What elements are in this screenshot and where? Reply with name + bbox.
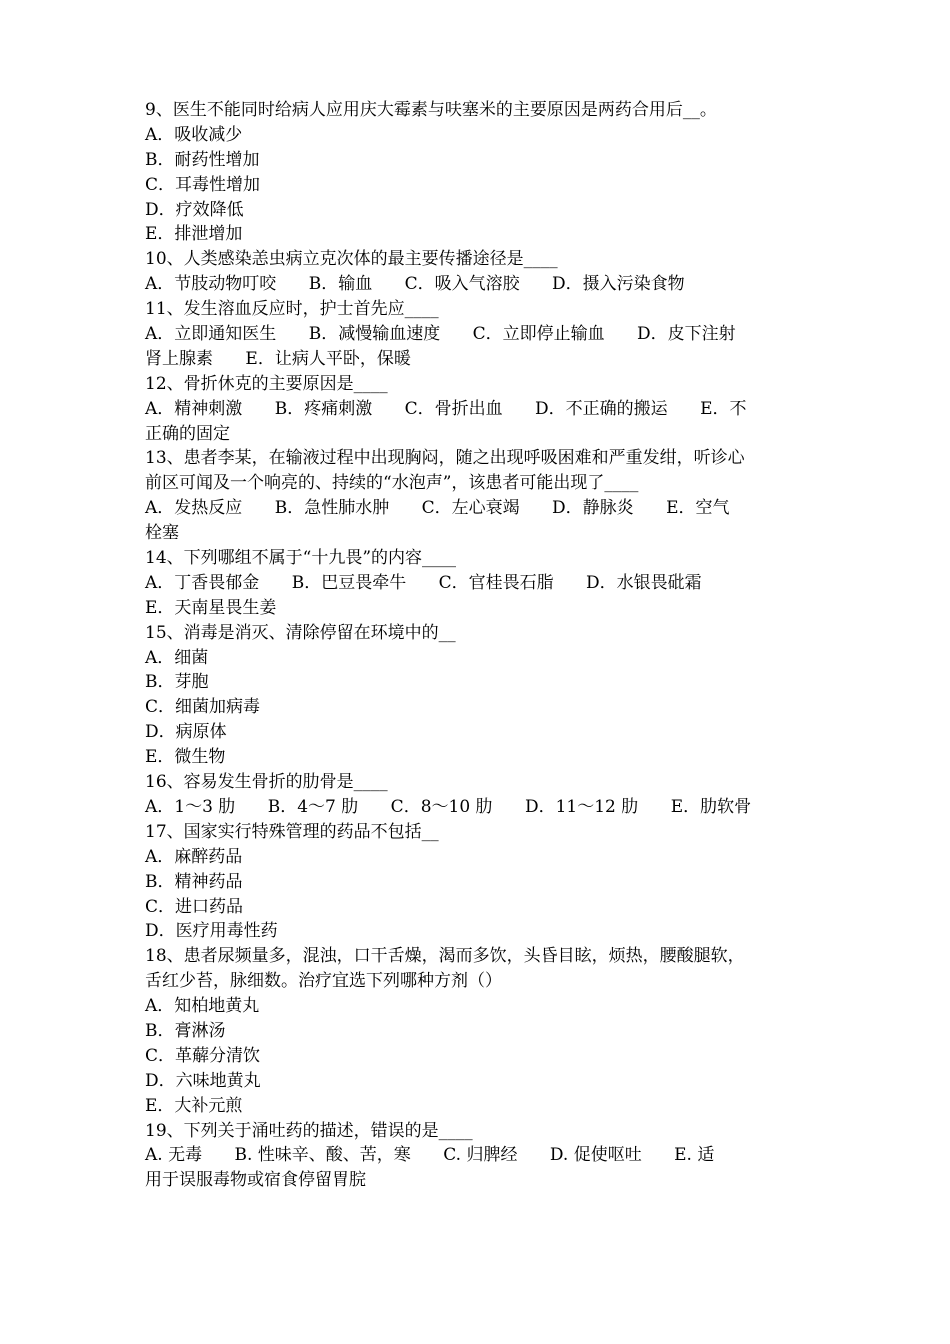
question-12-stem: 12、骨折休克的主要原因是____ xyxy=(145,373,388,394)
question-11-options: A．立即通知医生 B．减慢输血速度 C．立即停止输血 D．皮下注射 xyxy=(145,324,736,345)
question-18-option-a: A．知柏地黄丸 xyxy=(145,996,260,1017)
question-16-stem: 16、容易发生骨折的肋骨是____ xyxy=(145,772,388,793)
question-11-options-continued: 肾上腺素 E．让病人平卧，保暖 xyxy=(145,348,411,369)
question-15-option-a: A．细菌 xyxy=(145,647,209,668)
question-19-options: A. 无毒 B. 性味辛、酸、苦，寒 C. 归脾经 D. 促使呕吐 E. 适 xyxy=(145,1145,715,1166)
question-9-option-b: B．耐药性增加 xyxy=(145,149,260,170)
question-9-option-c: C．耳毒性增加 xyxy=(145,174,261,195)
question-18-stem-continued: 舌红少苔，脉细数。治疗宜选下列哪种方剂（） xyxy=(145,971,502,992)
question-19-stem: 19、下列关于涌吐药的描述，错误的是____ xyxy=(145,1120,473,1141)
question-13-options: A．发热反应 B．急性肺水肿 C．左心衰竭 D．静脉炎 E．空气 xyxy=(145,498,730,519)
question-18-option-e: E．大补元煎 xyxy=(145,1095,243,1116)
question-9-option-a: A．吸收减少 xyxy=(145,124,243,145)
question-15-option-e: E．微生物 xyxy=(145,747,226,768)
question-18-option-c: C．革薢分清饮 xyxy=(145,1045,261,1066)
document-body xyxy=(145,98,817,1193)
question-14-option-e: E．天南星畏生姜 xyxy=(145,597,277,618)
question-13-stem-continued: 前区可闻及一个响亮的、持续的“水泡声”，该患者可能出现了____ xyxy=(145,473,639,494)
question-16-options: A．1～3 肋 B．4～7 肋 C．8～10 肋 D．11～12 肋 E．肋软骨 xyxy=(145,796,752,817)
question-15-option-d: D．病原体 xyxy=(145,722,227,743)
question-14-stem: 14、下列哪组不属于“十九畏”的内容____ xyxy=(145,548,457,569)
question-10-options: A．节肢动物叮咬 B．输血 C．吸入气溶胶 D．摄入污染食物 xyxy=(145,274,685,295)
question-11-stem: 11、发生溶血反应时，护士首先应____ xyxy=(145,299,439,320)
question-14-options: A．丁香畏郁金 B．巴豆畏牵牛 C．官桂畏石脂 D．水银畏砒霜 xyxy=(145,572,702,593)
question-13-options-continued: 栓塞 xyxy=(145,523,179,544)
question-17-option-d: D．医疗用毒性药 xyxy=(145,921,278,942)
question-19-options-continued: 用于误服毒物或宿食停留胃脘 xyxy=(145,1170,366,1191)
question-12-options: A．精神刺激 B．疼痛刺激 C．骨折出血 D．不正确的搬运 E．不 xyxy=(145,398,747,419)
question-9-option-e: E．排泄增加 xyxy=(145,224,243,245)
question-13-stem: 13、患者李某，在输液过程中出现胸闷，随之出现呼吸困难和严重发绀，听诊心 xyxy=(145,448,745,469)
question-9-option-d: D．疗效降低 xyxy=(145,199,244,220)
question-18-stem: 18、患者尿频量多，混浊，口干舌燥，渴而多饮，头昏目眩，烦热，腰酸腿软， xyxy=(145,946,745,967)
question-18-option-d: D．六味地黄丸 xyxy=(145,1070,261,1091)
question-15-option-c: C．细菌加病毒 xyxy=(145,697,261,718)
question-17-stem: 17、国家实行特殊管理的药品不包括__ xyxy=(145,821,439,842)
question-18-option-b: B．膏淋汤 xyxy=(145,1020,226,1041)
question-17-option-b: B．精神药品 xyxy=(145,871,243,892)
question-9-stem: 9、医生不能同时给病人应用庆大霉素与呋塞米的主要原因是两药合用后__。 xyxy=(145,100,717,120)
question-12-options-continued: 正确的固定 xyxy=(145,423,230,444)
question-17-option-a: A．麻醉药品 xyxy=(145,846,243,867)
question-17-option-c: C．进口药品 xyxy=(145,896,244,917)
question-15-option-b: B．芽胞 xyxy=(145,672,209,693)
question-10-stem: 10、人类感染恙虫病立克次体的最主要传播途径是____ xyxy=(145,249,558,270)
question-15-stem: 15、消毒是消灭、清除停留在环境中的__ xyxy=(145,622,456,643)
